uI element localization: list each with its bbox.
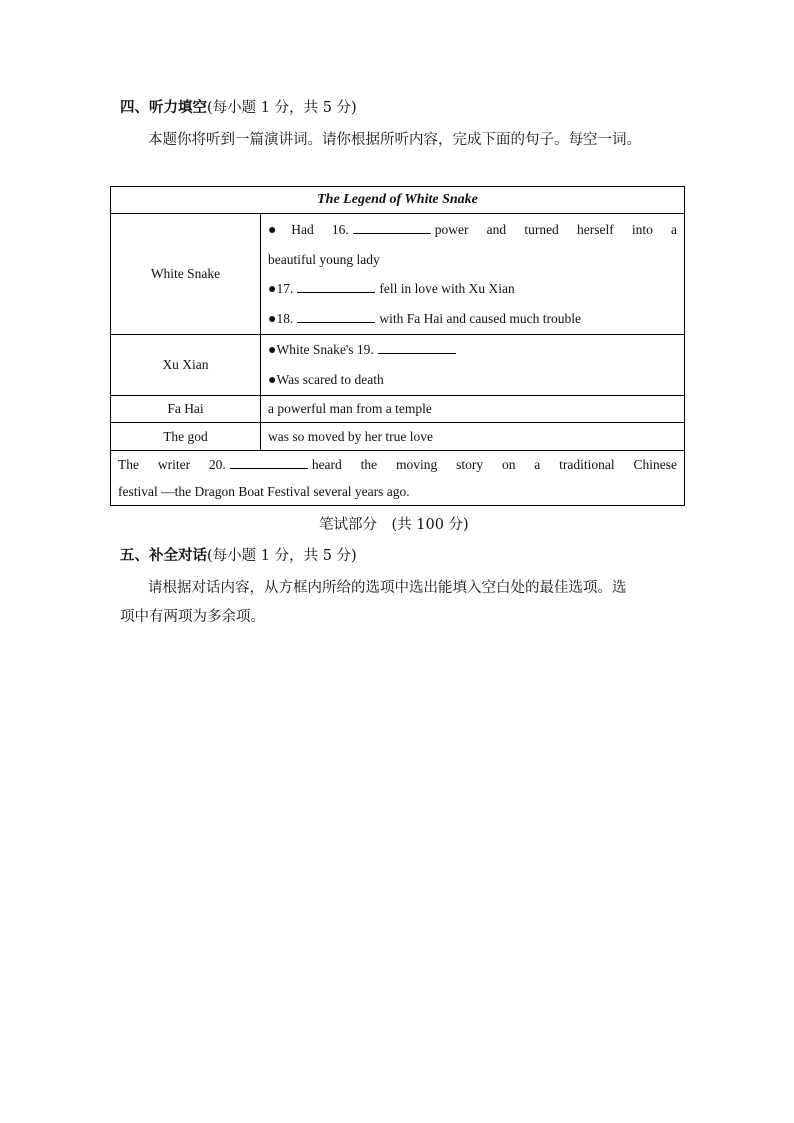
line-20 <box>118 451 677 478</box>
table-row <box>111 423 685 451</box>
answer-blank-16[interactable] <box>353 221 431 234</box>
written-part-heading: 笔试部分 (共 100 分) <box>319 517 469 533</box>
line-16 <box>268 215 677 245</box>
row-label-xu-xian: Xu Xian <box>111 335 261 396</box>
table-title: The Legend of White Snake <box>111 187 685 214</box>
line-scared <box>268 365 677 395</box>
line-18-suffix: with Fa Hai and caused much trouble <box>379 310 582 326</box>
table-row <box>111 214 685 335</box>
row-content-white-snake <box>261 214 685 335</box>
line-20-prefix: The writer 20. <box>118 457 226 472</box>
legend-table <box>110 186 685 506</box>
row-label-fa-hai: Fa Hai <box>111 396 261 423</box>
line-scared-text: Was scared to death <box>276 372 384 387</box>
section-5-heading <box>120 544 357 565</box>
table-row <box>111 396 685 423</box>
bullet-icon: ● <box>268 373 277 388</box>
answer-blank-18[interactable] <box>297 310 375 323</box>
row-content-the-god: was so moved by her true love <box>261 423 685 451</box>
line-19 <box>268 335 677 365</box>
section-5-points: (每小题 1 分，共 5 分) <box>207 548 357 564</box>
section-5-title: 五、补全对话 <box>120 547 207 564</box>
table-row <box>111 335 685 396</box>
row-label-white-snake: White Snake <box>111 214 261 335</box>
answer-blank-17[interactable] <box>297 280 375 293</box>
line-19-prefix: White Snake's 19. <box>276 342 374 357</box>
answer-blank-19[interactable] <box>378 341 456 354</box>
section-4-points: (每小题 1 分，共 5 分) <box>207 100 357 116</box>
bullet-icon: ● <box>268 222 292 238</box>
section-5-instruction-line2: 项中有两项为多余项。 <box>120 609 265 625</box>
line-18-prefix: 18. <box>276 310 294 326</box>
section-5-instruction-line1: 请根据对话内容，从方框内所给的选项中选出能填入空白处的最佳选项。选 <box>148 580 627 596</box>
section-4-instruction: 本题你将听到一篇演讲词。请你根据所听内容，完成下面的句子。每空一词。 <box>148 132 641 148</box>
line-17 <box>268 274 677 304</box>
row-label-the-god: The god <box>111 423 261 451</box>
writer-row <box>111 451 685 506</box>
bullet-icon: ● <box>268 281 277 297</box>
section-4-heading <box>120 96 357 117</box>
line-16-cont: beautiful young lady <box>268 251 380 267</box>
line-20-cont: festival —the Dragon Boat Festival several years ago. <box>118 484 410 499</box>
line-20-suffix: heard the moving story on a traditional Chinese <box>311 457 677 472</box>
line-18 <box>268 304 677 334</box>
section-4-title: 四、听力填空 <box>120 99 207 116</box>
line-17-prefix: 17. <box>276 280 294 296</box>
line-16-suffix: power and turned herself into a <box>434 221 677 237</box>
row-content-xu-xian <box>261 335 685 396</box>
line-16-prefix: Had 16. <box>291 221 349 237</box>
row-content-fa-hai: a powerful man from a temple <box>261 396 685 423</box>
table-row <box>111 451 685 506</box>
line-17-suffix: fell in love with Xu Xian <box>379 280 515 296</box>
bullet-icon: ● <box>268 311 277 327</box>
bullet-icon: ● <box>268 343 277 358</box>
answer-blank-20[interactable] <box>230 456 308 469</box>
